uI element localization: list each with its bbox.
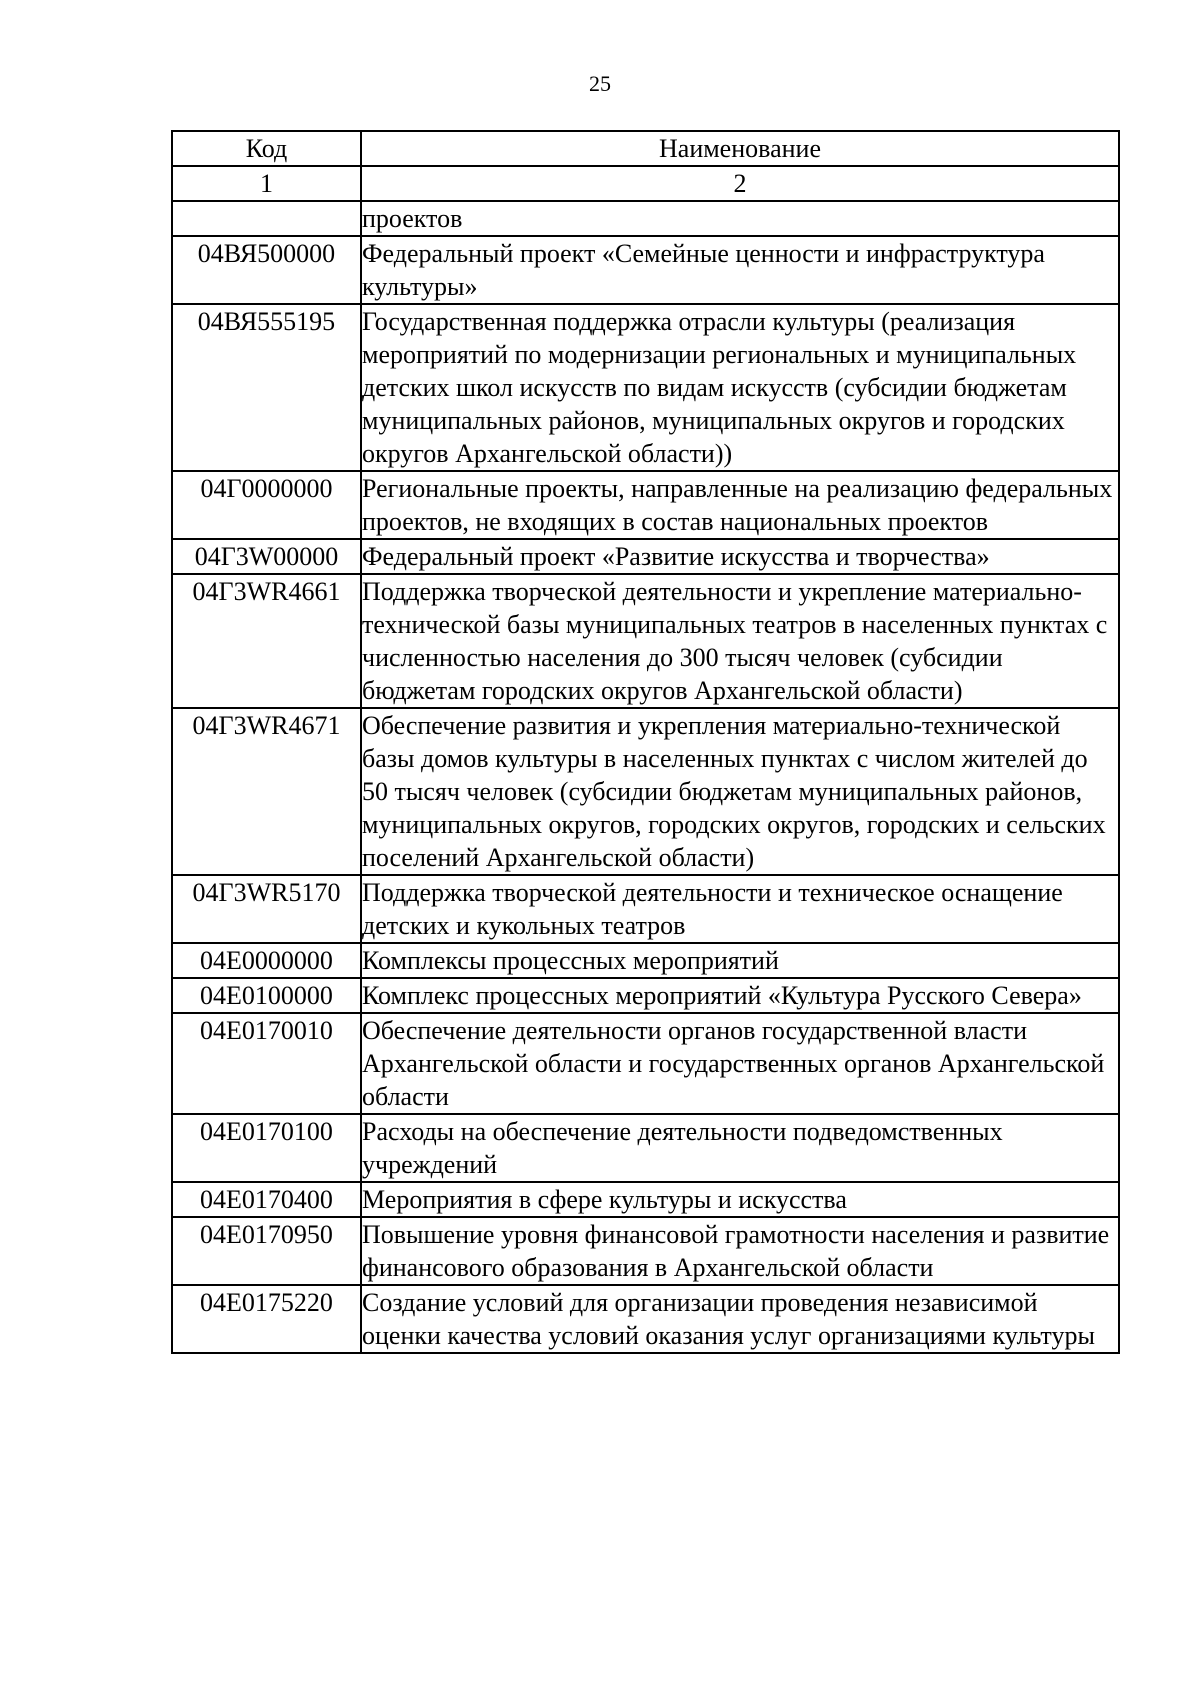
table-row <box>172 304 1119 471</box>
table-row <box>172 236 1119 304</box>
table-row <box>172 1114 1119 1182</box>
row-code: 04Е0170400 <box>172 1182 361 1217</box>
row-name: Мероприятия в сфере культуры и искусства <box>361 1182 1119 1217</box>
page-number: 25 <box>589 71 611 96</box>
row-name: Государственная поддержка отрасли культуры (реализация мероприятий по модернизации региональных и муниципальных детских школ искусств по видам искусств (субсидии бюджетам муниципальных районов, муниципальных округов и городских округов Архангельской области)) <box>361 304 1119 471</box>
row-code <box>172 201 361 236</box>
row-name: проектов <box>361 201 1119 236</box>
table-row <box>172 978 1119 1013</box>
row-code: 04Г0000000 <box>172 471 361 539</box>
table-row <box>172 1285 1119 1353</box>
header-name: Наименование <box>361 131 1119 166</box>
table-row <box>172 539 1119 574</box>
row-code: 04Е0170100 <box>172 1114 361 1182</box>
table-row <box>172 1217 1119 1285</box>
row-code: 04Г3W00000 <box>172 539 361 574</box>
header-code: Код <box>172 131 361 166</box>
row-name: Поддержка творческой деятельности и укрепление материально-технической базы муниципальных театров в населенных пунктах с численностью населения до 300 тысяч человек (субсидии бюджетам городских округов Архангельской области) <box>361 574 1119 708</box>
row-name: Комплекс процессных мероприятий «Культура Русского Севера» <box>361 978 1119 1013</box>
row-code: 04Г3WR5170 <box>172 875 361 943</box>
row-name: Поддержка творческой деятельности и техническое оснащение детских и кукольных театров <box>361 875 1119 943</box>
table-row <box>172 201 1119 236</box>
row-name: Обеспечение развития и укрепления материально-технической базы домов культуры в населенных пунктах с числом жителей до 50 тысяч человек (субсидии бюджетам муниципальных районов, муниципальных округов, городских округов, городских и сельских поселений Архангельской области) <box>361 708 1119 875</box>
row-name: Повышение уровня финансовой грамотности населения и развитие финансового образования в Архангельской области <box>361 1217 1119 1285</box>
row-name: Федеральный проект «Семейные ценности и инфраструктура культуры» <box>361 236 1119 304</box>
row-code: 04Е0170950 <box>172 1217 361 1285</box>
column-number-name: 2 <box>361 166 1119 201</box>
row-name: Создание условий для организации проведения независимой оценки качества условий оказания услуг организациями культуры <box>361 1285 1119 1353</box>
row-code: 04Г3WR4661 <box>172 574 361 708</box>
row-name: Региональные проекты, направленные на реализацию федеральных проектов, не входящих в состав национальных проектов <box>361 471 1119 539</box>
row-name: Комплексы процессных мероприятий <box>361 943 1119 978</box>
row-code: 04ВЯ555195 <box>172 304 361 471</box>
row-code: 04Е0000000 <box>172 943 361 978</box>
row-name: Обеспечение деятельности органов государственной власти Архангельской области и государственных органов Архангельской области <box>361 1013 1119 1114</box>
budget-codes-table <box>171 130 1120 1354</box>
row-code: 04Е0170010 <box>172 1013 361 1114</box>
row-name: Федеральный проект «Развитие искусства и творчества» <box>361 539 1119 574</box>
row-code: 04Е0175220 <box>172 1285 361 1353</box>
table-row <box>172 1182 1119 1217</box>
table-header-row <box>172 131 1119 166</box>
table-row <box>172 875 1119 943</box>
table-row <box>172 574 1119 708</box>
table-row <box>172 471 1119 539</box>
column-number-row <box>172 166 1119 201</box>
table-row <box>172 708 1119 875</box>
row-code: 04Г3WR4671 <box>172 708 361 875</box>
column-number-code: 1 <box>172 166 361 201</box>
row-code: 04Е0100000 <box>172 978 361 1013</box>
table-row <box>172 943 1119 978</box>
table-body <box>172 201 1119 1353</box>
row-name: Расходы на обеспечение деятельности подведомственных учреждений <box>361 1114 1119 1182</box>
table-row <box>172 1013 1119 1114</box>
row-code: 04ВЯ500000 <box>172 236 361 304</box>
